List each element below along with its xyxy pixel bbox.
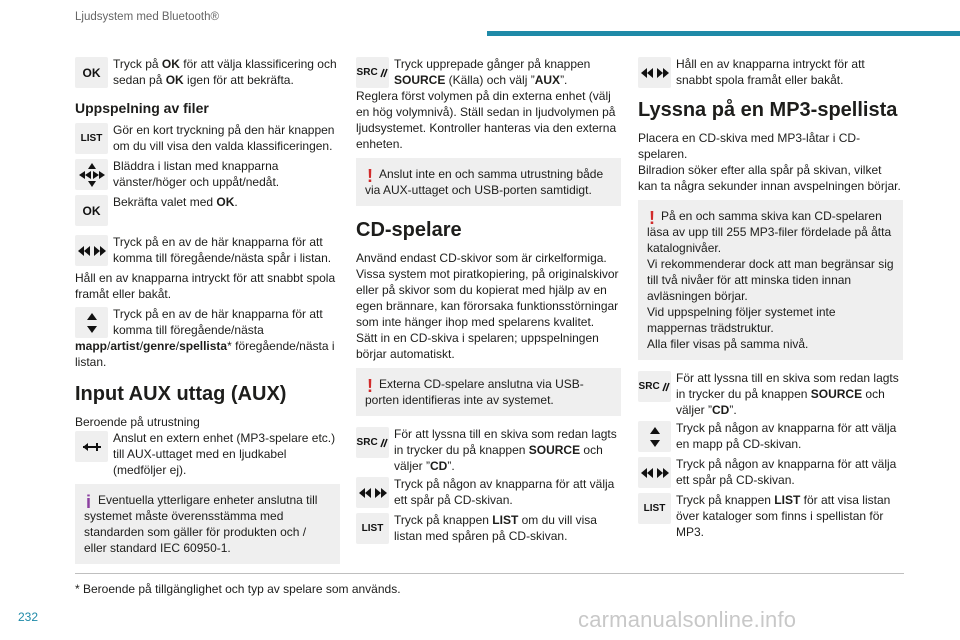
cd-description: Använd endast CD-skivor som är cirkelformiga. Vissa system mot piratkopiering, på originalskivor eller på skivor som du kopierat med hjälp av en egen brännare, kan förorsaka funktionsstörningar som inte hänger ihop med spelarens kvalitet. [356,251,619,329]
ok-instruction: OK Tryck på OK för att välja klassificering och sedan på OK igen för att bekräfta. [75,56,340,92]
prev-next-track-instruction: Tryck på en av de här knapparna för att komma till föregående/nästa spår i listan. [75,234,340,270]
list-button-icon: LIST [75,123,108,154]
confirm-instruction: OK Bekräfta valet med OK. [75,194,340,230]
ok-button-icon: OK [75,57,108,88]
running-header: Ljudsystem med Bluetooth® [75,11,219,23]
cd-list-instruction: LIST Tryck på knappen LIST om du vill visa listan med spåren på CD-skivan. [356,512,621,548]
heading-cd-player: CD-spelare [356,219,462,241]
footnote-divider [75,573,904,574]
left-right-arrows-icon [638,57,671,88]
up-down-arrows-icon [638,421,671,452]
source-aux-instruction: SRC Tryck upprepade gånger på knappen SOURCE (Källa) och välj ”AUX”. [356,57,591,87]
list-button-icon: LIST [356,513,389,544]
mp3-track-instruction: Tryck på någon av knapparna för att välja ett spår på CD-skivan. [638,456,903,492]
mp3-insert-note: Placera en CD-skiva med MP3-låtar i CD-spelaren. [638,131,861,161]
warning-aux-usb: ! Anslut inte en och samma utrustning både via AUX-uttaget och USB-porten samtidigt. [356,158,621,206]
warning-icon: ! [367,166,373,186]
heading-file-playback: Uppspelning av filer [75,100,209,116]
source-button-icon: SRC [356,427,389,458]
source-button-icon: SRC [638,371,671,402]
hold-instruction: Håll en av knapparna intryckt för att snabbt spola framåt eller bakåt. [638,56,903,92]
info-icon: i [86,492,92,512]
aux-jack-icon [75,431,108,462]
warning-icon: ! [367,376,373,396]
up-down-arrows-icon [75,307,108,338]
list-button-icon: LIST [638,493,671,524]
header-accent-bar [487,31,960,36]
aux-intro: Beroende på utrustning [75,415,200,429]
column-3 [638,56,903,540]
navigate-instruction: Bläddra i listan med knapparna vänster/höger och uppåt/nedåt. [75,158,340,194]
four-way-arrows-icon [75,159,108,190]
mp3-list-instruction: LIST Tryck på knappen LIST för att visa listan över kataloger som finns i spellistan för MP3. [638,492,903,540]
cd-source-instruction: SRC För att lyssna till en skiva som redan lagts in trycker du på knappen SOURCE och väljer ”CD”. [356,427,617,473]
aux-instruction: Anslut en extern enhet (MP3-spelare etc.) till AUX-uttaget med en ljudkabel (medföljer ej). [75,430,340,478]
heading-aux-input: Input AUX uttag (AUX) [75,383,287,405]
left-right-arrows-icon [356,477,389,508]
mp3-search-note: Bilradion söker efter alla spår på skivan, vilket kan ta några sekunder innan avspelningen börjar. [638,163,901,193]
info-note: i Eventuella ytterligare enheter anslutna till systemet måste överensstämma med standarden som gäller för produkten och / eller standard IEC 60950-1. [75,484,340,564]
mp3-folder-instruction: Tryck på någon av knapparna för att välja en mapp på CD-skivan. [638,420,903,456]
cd-insert-note: Sätt in en CD-skiva i spelaren; uppspelningen börjar automatiskt. [356,331,599,361]
left-right-arrows-icon [75,235,108,266]
left-right-arrows-icon [638,457,671,488]
column-1 [75,56,340,574]
prev-next-folder-instruction: Tryck på en av de här knapparna för att komma till föregående/nästa mapp/artist/genre/spellista* föregående/nästa i listan. [75,307,335,369]
watermark: carmanualsonline.info [578,607,797,632]
fast-forward-note: Håll en av knapparna intryckt för att snabbt spola framåt eller bakåt. [75,271,336,301]
page-number: 232 [18,610,39,624]
heading-mp3-playlist: Lyssna på en MP3-spellista [638,99,898,121]
volume-note: Reglera först volymen på din externa enhet (välj en hög volymnivå). Ställ sedan in ljudvolymen på ljudsystemet. Kontroller hanteras via den externa enheten. [356,89,617,151]
ok-button-icon: OK [75,195,108,226]
warning-external-cd: ! Externa CD-spelare anslutna via USB-porten identifieras inte av systemet. [356,368,621,416]
warning-icon: ! [649,208,655,228]
cd-track-instruction: Tryck på någon av knapparna för att välja ett spår på CD-skivan. [356,476,621,512]
list-instruction: LIST Gör en kort tryckning på den här knappen om du vill visa den valda klassificeringen. [75,122,340,158]
footnote: * Beroende på tillgänglighet och typ av spelare som används. [75,582,401,596]
column-2 [356,56,621,548]
mp3-source-instruction: SRC För att lyssna till en skiva som redan lagts in trycker du på knappen SOURCE och väljer ”CD”. [638,371,899,417]
warning-mp3-limits: ! På en och samma skiva kan CD-spelaren läsa av upp till 255 MP3-filer fördelade på åtta katalognivåer. Vi rekommenderar dock att man begränsar sig till två nivåer för att minska tiden innan avläsningen börjar. Vid uppspelning följer systemet inte mappernas trädstruktur. Alla filer visas på samma nivå. [638,200,903,360]
source-button-icon: SRC [356,57,389,88]
